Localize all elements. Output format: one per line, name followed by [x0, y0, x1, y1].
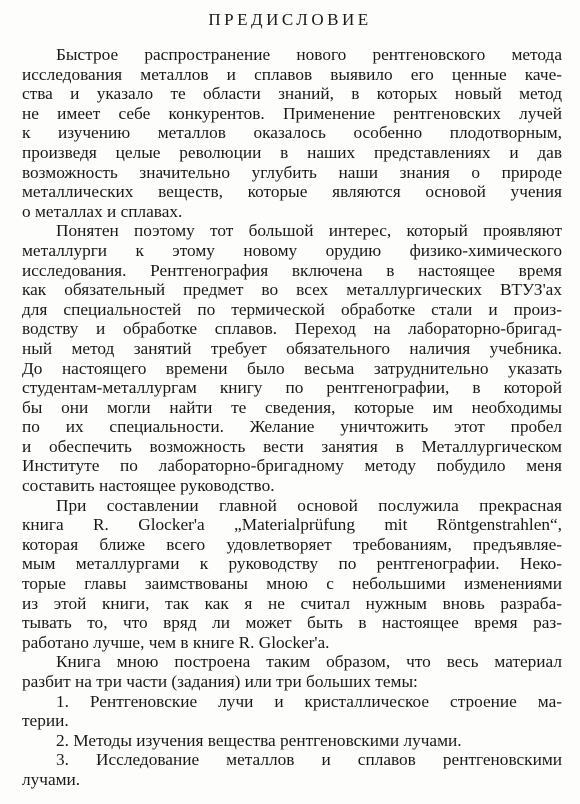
list-item: 1. Рентгеновские лучи и кристаллическое строение ма- [56, 691, 562, 711]
list-item: 2. Методы изучения вещества рентгеновскими лучами. [56, 730, 462, 750]
text-line: студентам-металлургам книгу по рентгенографии, в которой [22, 378, 562, 398]
text-line: книга R. Glocker'a „Materialprüfung mit Röntgenstrahlen“, [22, 515, 562, 535]
text-line: разбит на три части (задания) или три больших темы: [22, 672, 418, 691]
list-item: 3. Исследование металлов и сплавов рентгеновскими [56, 750, 562, 770]
text-line: произведя целые революции в наших представлениях и дав [22, 142, 562, 162]
text-line: торые главы заимствованы мною с небольшими изменениями [22, 574, 562, 594]
text-line: о металлах и сплавах. [22, 201, 183, 221]
text-line: терии. [22, 711, 69, 731]
text-line: работано лучше, чем в книге R. Glocker'a. [22, 632, 330, 652]
text-line: исследования металлов и сплавов выявило его ценные каче- [22, 64, 562, 84]
text-line: к изучению металлов оказалось особенно плодотворным, [22, 123, 562, 143]
text-line: металлурги к этому новому орудию физико-химического [22, 240, 562, 260]
text-line: для специальностей по термической обработке стали и произ- [22, 299, 562, 319]
text-line: из этой книги, так как я не считал нужным вновь разраба- [22, 593, 562, 613]
text-line: лучами. [22, 769, 81, 789]
text-line: тывать то, что вряд ли может быть в настоящее время раз- [22, 613, 562, 633]
text-line: которая ближе всего удовлетворяет требованиям, предъявляе- [22, 534, 562, 554]
text-line: бы они могли найти те сведения, которые им необходимы [22, 397, 562, 417]
text-line: как обязательный предмет во всех металлургических ВТУЗ'ах [22, 280, 562, 300]
text-line: Книга мною построена таким образом, что весь материал [56, 652, 562, 672]
text-line: составить настоящее руководство. [22, 476, 275, 496]
text-line: До настоящего времени было весьма затруднительно указать [22, 358, 562, 378]
text-line: мым металлургами к руководству по рентгенографии. Неко- [22, 554, 562, 574]
text-line: водству и обработке сплавов. Переход на лабораторно-бригад- [22, 319, 562, 339]
page-title: ПРЕДИСЛОВИЕ [208, 10, 372, 29]
text-line: ства и указало те области знаний, в которых новый метод [22, 84, 562, 104]
text-line: не имеет себе конкурентов. Применение рентгеновских лучей [22, 103, 562, 123]
text-line: При составлении главной основой послужила прекрасная [56, 495, 562, 515]
text-line: Быстрое распространение нового рентгеновского метода [56, 45, 562, 64]
text-line: по их специальности. Желание уничтожить этот пробел [22, 417, 562, 437]
text-line: возможность значительно углубить наши знания о природе [22, 162, 562, 182]
text-line: металлических веществ, которые являются основой учения [22, 182, 562, 202]
preface-text [22, 45, 562, 790]
text-line: Институте по лабораторно-бригадному методу побудило меня [22, 456, 562, 476]
text-line: исследования. Рентгенография включена в настоящее время [22, 260, 562, 280]
text-line: Понятен поэтому тот большой интерес, который проявляют [56, 221, 562, 241]
text-line: ный метод занятий требует обязательного наличия учебника. [22, 338, 562, 358]
text-line: и обеспечить возможность вести занятия в Металлургическом [22, 436, 562, 456]
